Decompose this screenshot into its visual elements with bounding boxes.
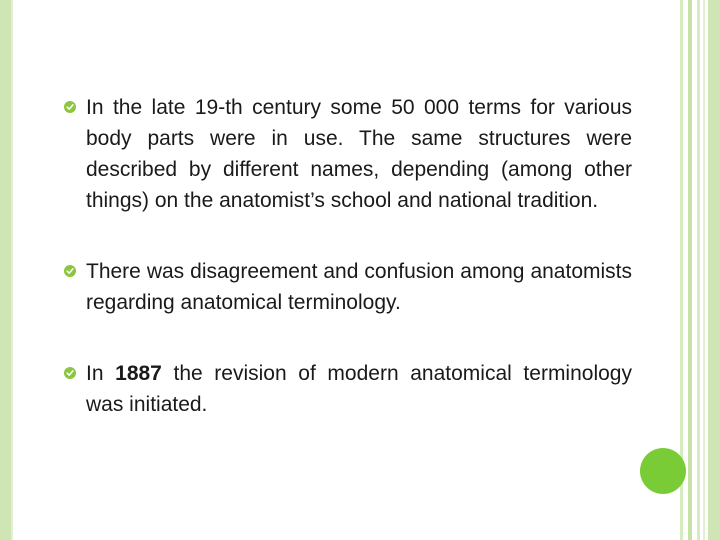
slide-content — [64, 92, 632, 420]
slide-left-border-line — [11, 0, 13, 540]
bullet-text — [86, 358, 632, 420]
bullet-text-suffix: the revision of modern anatomical terminology was initiated. — [86, 362, 632, 416]
bullet-text: In the late 19-th century some 50 000 terms for various body parts were in use. The same structures were described by different names, depending (among other things) on the anatomist’s school and national tradition. — [86, 96, 632, 212]
slide-right-border-stripe — [697, 0, 700, 540]
bullet-text-prefix: In — [86, 362, 116, 385]
bullet-item — [64, 256, 632, 318]
bullet-item — [64, 358, 632, 420]
slide-left-border — [0, 0, 11, 540]
slide-right-border-stripe — [703, 0, 705, 540]
bullet-item — [64, 92, 632, 216]
bullet-text-year: 1887 — [115, 362, 162, 385]
bullet-text: There was disagreement and confusion among anatomists regarding anatomical terminology. — [86, 260, 632, 314]
slide-right-border-stripe — [688, 0, 692, 540]
slide-right-border-stripe — [708, 0, 720, 540]
decorative-green-circle — [640, 448, 686, 494]
check-circle-icon — [64, 265, 76, 277]
check-circle-icon — [64, 101, 76, 113]
check-circle-icon — [64, 367, 76, 379]
